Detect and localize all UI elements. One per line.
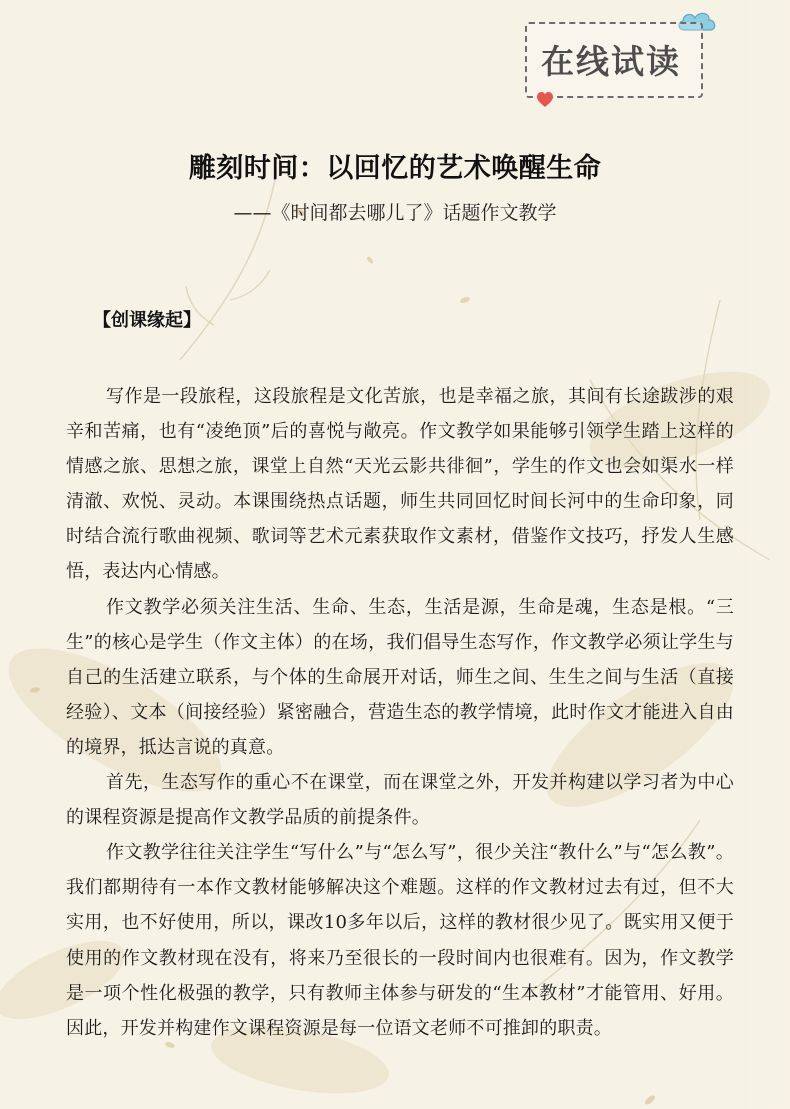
article-body <box>66 379 734 1046</box>
heart-icon <box>536 91 554 109</box>
paragraph: 首先，生态写作的重心不在课堂，而在课堂之外，开发并构建以学习者为中心的课程资源是提高作文教学品质的前提条件。 <box>66 772 734 829</box>
badge-label: 在线试读 <box>541 42 681 81</box>
article-title: 雕刻时间：以回忆的艺术唤醒生命 <box>188 153 602 184</box>
paragraph: 作文教学必须关注生活、生命、生态，生活是源，生命是魂，生态是根。“三生”的核心是学生（作文主体）的在场，我们倡导生态写作，作文教学必须让学生与自己的生活建立联系，与个体的生命展开对话，师生之间、生生之间与生活（直接经验）、文本（间接经验）紧密融合，营造生态的教学情境，此时作文才能进入自由的境界，抵达言说的真意。 <box>66 596 734 758</box>
article-subtitle: ——《时间都去哪儿了》话题作文教学 <box>233 202 557 224</box>
section-heading: 【创课缘起】 <box>93 310 201 331</box>
paragraph: 写作是一段旅程，这段旅程是文化苦旅，也是幸福之旅，其间有长途跋涉的艰辛和苦痛，也有“凌绝顶”后的喜悦与敞亮。作文教学如果能够引领学生踏上这样的情感之旅、思想之旅，课堂上自然“天光云影共徘徊”，学生的作文也会如渠水一样清澈、欢悦、灵动。本课围绕热点话题，师生共同回忆时间长河中的生命印象，同时结合流行歌曲视频、歌词等艺术元素获取作文素材，借鉴作文技巧，抒发人生感悟，表达内心情感。 <box>66 386 734 583</box>
online-preview-badge <box>519 14 711 106</box>
paragraph: 作文教学往往关注学生“写什么”与“怎么写”，很少关注“教什么”与“怎么教”。我们都期待有一本作文教材能够解决这个难题。这样的作文教材过去有过，但不大实用，也不好使用，所以，课改10多年以后，这样的教材很少见了。既实用又便于使用的作文教材现在没有，将来乃至很长的一段时间内也很难有。因为，作文教学是一项个性化极强的教学，只有教师主体参与研发的“生本教材”才能管用、好用。因此，开发并构建作文课程资源是每一位语文老师不可推卸的职责。 <box>66 842 734 1039</box>
